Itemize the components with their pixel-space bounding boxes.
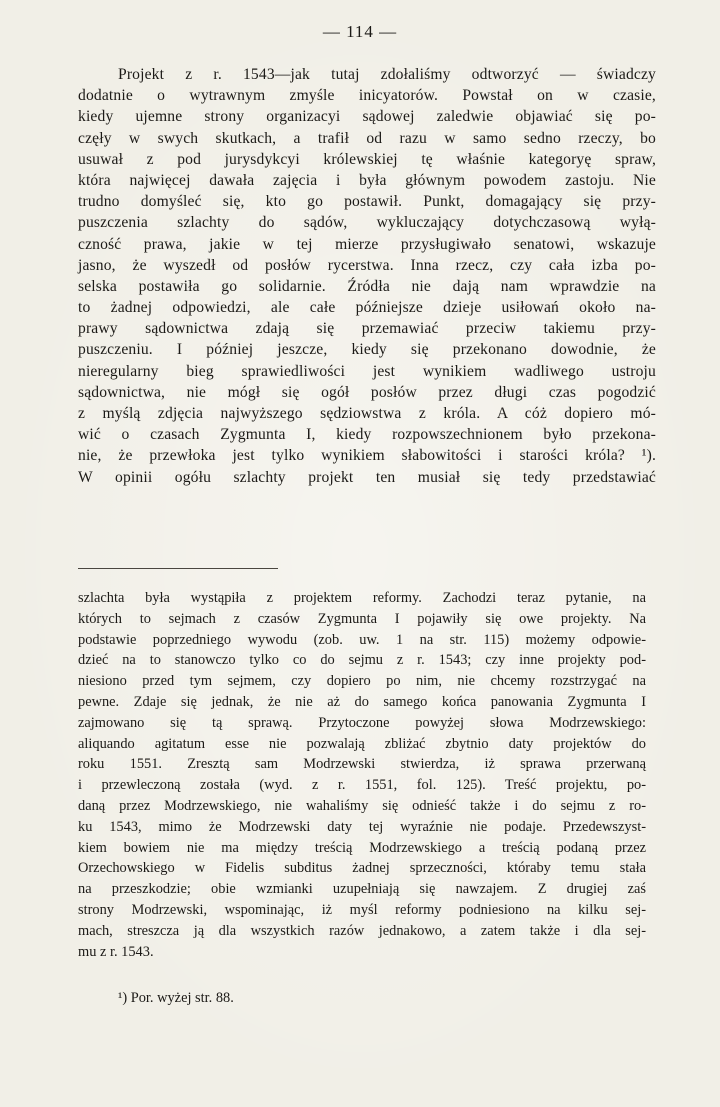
footnote-line: kiem bowiem nie ma między treścią Modrzewskiego a treścią podaną przez	[78, 839, 646, 856]
main-text-line: jasno, że wyszedł od posłów rycerstwa. Inna rzecz, czy cała izba po-	[78, 256, 656, 274]
footnote-line: szlachta była wystąpiła z projektem reformy. Zachodzi teraz pytanie, na	[78, 590, 646, 606]
footnote-block	[78, 588, 646, 962]
page-number: — 114 —	[322, 22, 398, 41]
footnote-line: daną przez Modrzewskiego, nie wahaliśmy się odnieść także i do sejmu z ro-	[78, 797, 646, 814]
main-text-line: kiedy ujemne strony organizacyi sądowej zaledwie objawiać się po-	[78, 108, 656, 126]
footnote-line: mach, streszcza ją dla wszystkich razów jednakowo, a zatem także i dla sej-	[78, 922, 646, 939]
main-text-line: W opinii ogółu szlachty projekt ten musiał się tedy przedstawiać	[78, 468, 656, 486]
main-text-block	[78, 64, 656, 488]
main-text-line: wić o czasach Zygmunta I, kiedy rozpowszechnionem było przekona-	[78, 426, 656, 444]
main-text-line: która najwięcej dawała zajęcia i była głównym powodem zastoju. Nie	[78, 171, 656, 189]
main-text-line: trudno domyśleć się, kto go postawił. Punkt, domagający się przy-	[78, 193, 656, 211]
footnote-line: zajmowano się tą sprawą. Przytoczone powyżej słowa Modrzewskiego:	[78, 714, 646, 731]
main-text-line: nieregularny bieg sprawiedliwości jest wynikiem wadliwego ustroju	[78, 362, 656, 380]
footnote-line: aliquando agitatum esse nie pozwalają zbliżać zbytnio daty projektów do	[78, 735, 646, 752]
main-text-line: czność prawa, jakie w tej mierze przysługiwało senatowi, wskazuje	[78, 235, 656, 253]
footnote-line: strony Modrzewski, wspominając, iż myśl reformy podniesiono na kilku sej-	[78, 901, 646, 918]
footnote-line: mu z r. 1543.	[78, 943, 154, 960]
main-text-line: puszczeniu. I później jeszcze, kiedy się przekonano dowodnie, że	[78, 341, 656, 359]
main-text-line: Projekt z r. 1543—jak tutaj zdołaliśmy odtworzyć — świadczy	[118, 66, 656, 83]
footnote-line: ku 1543, mimo że Modrzewski daty tej wyraźnie nie podaje. Przedewszyst-	[78, 818, 646, 835]
footnote-line: pewne. Zdaje się jednak, że nie aż do samego końca panowania Zygmunta I	[78, 693, 646, 710]
footnote-line: podstawie poprzedniego wywodu (zob. uw. 1 na str. 115) możemy odpowie-	[78, 631, 646, 648]
main-text-line: to żadnej odpowiedzi, ale całe późniejsze dzieje usiłowań około na-	[78, 299, 656, 317]
main-text-line: nie, że przewłoka jest tylko wynikiem słabowitości i starości króla? ¹).	[78, 447, 656, 465]
main-text-line: dodatnie o wytrawnym zmyśle inicyatorów. Powstał on w czasie,	[78, 87, 656, 105]
footnote-reference: ¹) Por. wyżej str. 88.	[118, 990, 234, 1006]
footnote-line: których to sejmach z czasów Zygmunta I pojawiły się owe projekty. Na	[78, 610, 646, 627]
footnote-line: na przeszkodzie; obie wzmianki uzupełniają się nawzajem. Z drugiej zaś	[78, 881, 646, 898]
main-text-line: z myślą zdjęcia najwyższego sędziowstwa z króla. A cóż dopiero mó-	[78, 405, 656, 422]
footnote-divider	[78, 568, 278, 569]
main-text-line: sądownictwa, nie mógł się ogół posłów przez długi czas pogodzić	[78, 383, 656, 401]
footnote-line: dzieć na to stanowczo tylko co do sejmu z r. 1543; czy inne projekty pod-	[78, 652, 646, 669]
footnote-line: niesiono przed tym sejmem, czy dopiero po nim, nie chcemy rozstrzygać na	[78, 673, 646, 690]
main-text-line: puszczenia szlachty do sądów, wykluczający dotychczasową wyłą-	[78, 214, 656, 232]
main-text-line: częły w swych skutkach, a trafił od razu w samo sedno rzeczy, bo	[78, 129, 656, 147]
footnote-line: i przewleczoną została (wyd. z r. 1551, fol. 125). Treść projektu, po-	[78, 777, 646, 794]
main-text-line: prawy sądownictwa zdają się przemawiać przeciw takiemu przy-	[78, 320, 656, 338]
footnote-line: Orzechowskiego w Fidelis subditus żadnej sprzeczności, któraby temu stała	[78, 860, 646, 877]
main-text-line: usuwał z pod jurysdykcyi królewskiej tę właśnie kategoryę spraw,	[78, 150, 656, 168]
main-text-line: selska postawiła go solidarnie. Źródła nie dają nam wprawdzie na	[78, 277, 656, 295]
footnote-line: roku 1551. Zresztą sam Modrzewski stwierdza, iż sprawa przerwaną	[78, 756, 646, 773]
